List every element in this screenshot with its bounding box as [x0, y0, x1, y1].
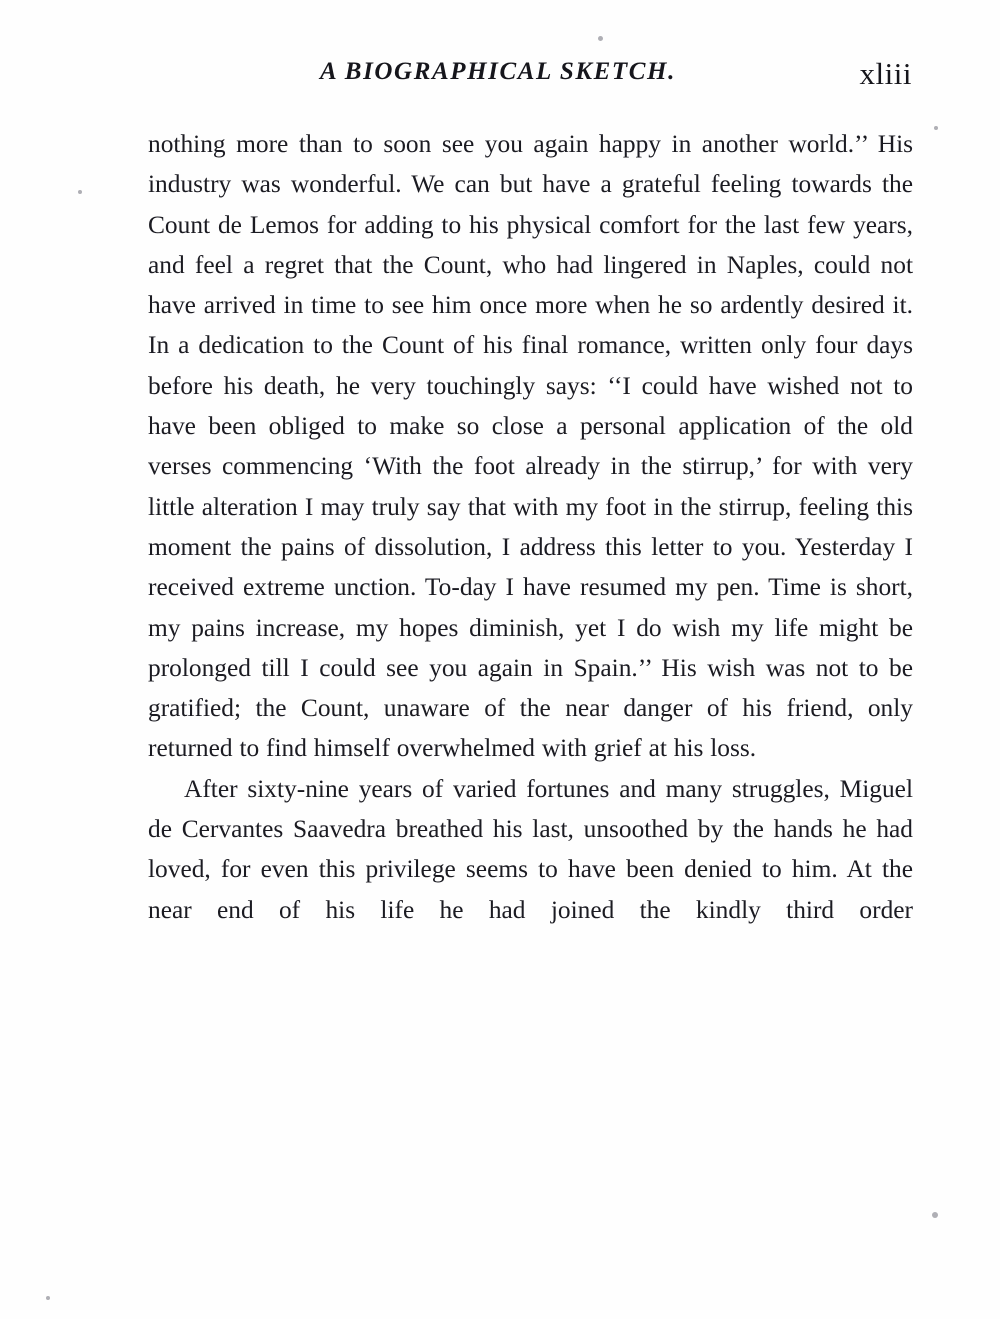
body-text	[148, 124, 913, 970]
print-speckle	[934, 126, 938, 130]
paragraph: nothing more than to soon see you again happy in another world.’’ His industry was wonderful. We can but have a grateful feeling towards the Count de Lemos for adding to his physical comfort for the last few years, and feel a regret that the Count, who had lingered in Naples, could not have arrived in time to see him once more when he so ardently desired it. In a dedication to the Count of his final romance, written only four days before his death, he very touchingly says: ‘‘I could have wished not to have been obliged to make so close a personal application of the old verses commencing ‘With the foot already in the stirrup,’ for with very little alteration I may truly say that with my foot in the stirrup, feeling this moment the pains of dissolution, I address this letter to you. Yesterday I received extreme unction. To-day I have resumed my pen. Time is short, my pains increase, my hopes diminish, yet I do wish my life might be prolonged till I could see you again in Spain.’’ His wish was not to be gratified; the Count, unaware of the near danger of his friend, only returned to find himself overwhelmed with grief at his loss.	[148, 130, 913, 763]
print-speckle	[932, 1212, 938, 1218]
print-speckle	[78, 190, 82, 194]
running-head-title: A BIOGRAPHICAL SKETCH.	[320, 58, 676, 85]
print-speckle	[46, 1296, 50, 1300]
page-number: xliii	[859, 56, 912, 91]
paragraph: After sixty-nine years of varied fortunes and many struggles, Miguel de Cervantes Saavedra breathed his last, unsoothed by the hands he had loved, for even this privilege seems to have been denied to him. At the near end of his life he had joined the kindly third order	[148, 774, 913, 924]
running-head	[148, 58, 912, 98]
print-speckle	[598, 36, 603, 41]
